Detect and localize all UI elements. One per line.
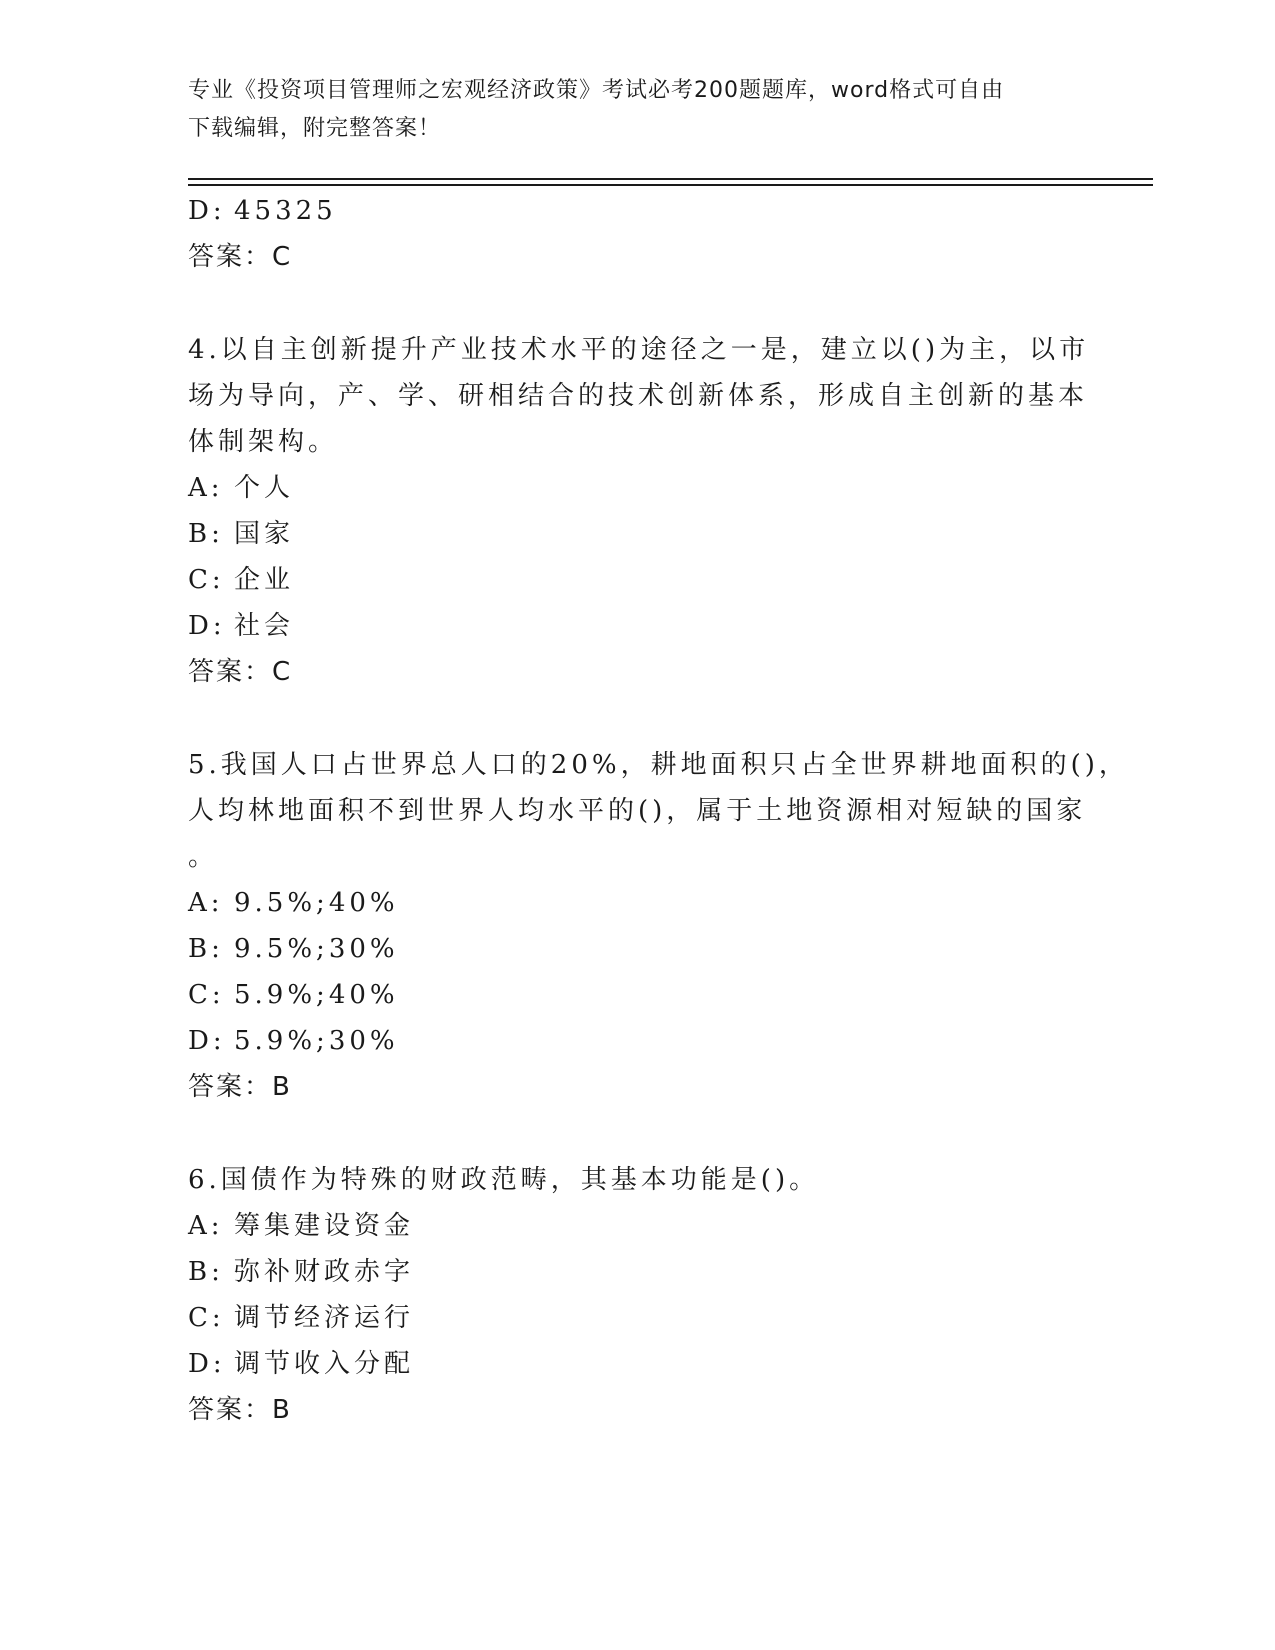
answer-line: 答案：B — [188, 1395, 292, 1425]
option-d — [188, 1018, 1088, 1064]
option-text: 5.9%;40% — [234, 980, 399, 1010]
stem-line: 5.我国人口占世界总人口的20%，耕地面积只占全世界耕地面积的()， — [188, 750, 1129, 780]
option-key: D: — [188, 611, 226, 641]
document-header — [188, 72, 1088, 148]
option-b — [188, 926, 1088, 972]
option-key: C: — [188, 980, 225, 1010]
header-line-2: 下载编辑，附完整答案！ — [188, 116, 442, 141]
option-key: C: — [188, 565, 225, 595]
option-key: B: — [188, 519, 224, 549]
question-stem — [188, 1157, 1088, 1203]
option-c — [188, 1295, 1088, 1341]
option-text: 9.5%;30% — [234, 934, 399, 964]
stem-line: 4.以自主创新提升产业技术水平的途径之一是，建立以()为主，以市 — [188, 335, 1090, 365]
option-key: D: — [188, 1026, 226, 1056]
stem-line: 6.国债作为特殊的财政范畴，其基本功能是()。 — [188, 1165, 820, 1195]
option-key: C: — [188, 1303, 225, 1333]
question-stem — [188, 742, 1129, 880]
stem-line: 体制架构。 — [188, 427, 339, 457]
option-text: 弥补财政赤字 — [234, 1257, 415, 1287]
option-text: 5.9%;30% — [234, 1026, 399, 1056]
option-text: 筹集建设资金 — [234, 1211, 415, 1241]
answer-line: 答案：C — [188, 657, 293, 687]
answer-line: 答案：C — [188, 242, 293, 272]
option-key: A: — [188, 888, 224, 918]
option-d — [188, 188, 1088, 234]
stem-line: 人均林地面积不到世界人均水平的()，属于土地资源相对短缺的国家 — [188, 796, 1087, 826]
option-d — [188, 603, 1088, 649]
option-key: D: — [188, 196, 226, 226]
option-text: 45325 — [234, 196, 337, 226]
option-b — [188, 1249, 1088, 1295]
option-key: B: — [188, 1257, 224, 1287]
answer-line: 答案：B — [188, 1072, 292, 1102]
option-key: A: — [188, 473, 224, 503]
document-body — [188, 188, 1129, 1433]
option-key: A: — [188, 1211, 224, 1241]
option-text: 9.5%;40% — [234, 888, 399, 918]
option-text: 个人 — [234, 473, 295, 503]
question-stem — [188, 327, 1088, 465]
option-c — [188, 557, 1088, 603]
option-a — [188, 465, 1088, 511]
header-rule-bottom — [188, 184, 1153, 186]
option-text: 社会 — [234, 611, 295, 641]
header-rule-top — [188, 178, 1153, 180]
option-text: 国家 — [234, 519, 295, 549]
option-a — [188, 880, 1088, 926]
option-text: 企业 — [234, 565, 295, 595]
option-c — [188, 972, 1088, 1018]
stem-line: 场为导向，产、学、研相结合的技术创新体系，形成自主创新的基本 — [188, 381, 1089, 411]
option-text: 调节经济运行 — [234, 1303, 415, 1333]
option-key: D: — [188, 1349, 226, 1379]
option-b — [188, 511, 1088, 557]
option-key: B: — [188, 934, 224, 964]
option-text: 调节收入分配 — [234, 1349, 415, 1379]
stem-line: 。 — [188, 842, 219, 872]
header-line-1: 专业《投资项目管理师之宏观经济政策》考试必考200题题库，word格式可自由 — [188, 78, 1005, 103]
option-a — [188, 1203, 1088, 1249]
option-d — [188, 1341, 1088, 1387]
